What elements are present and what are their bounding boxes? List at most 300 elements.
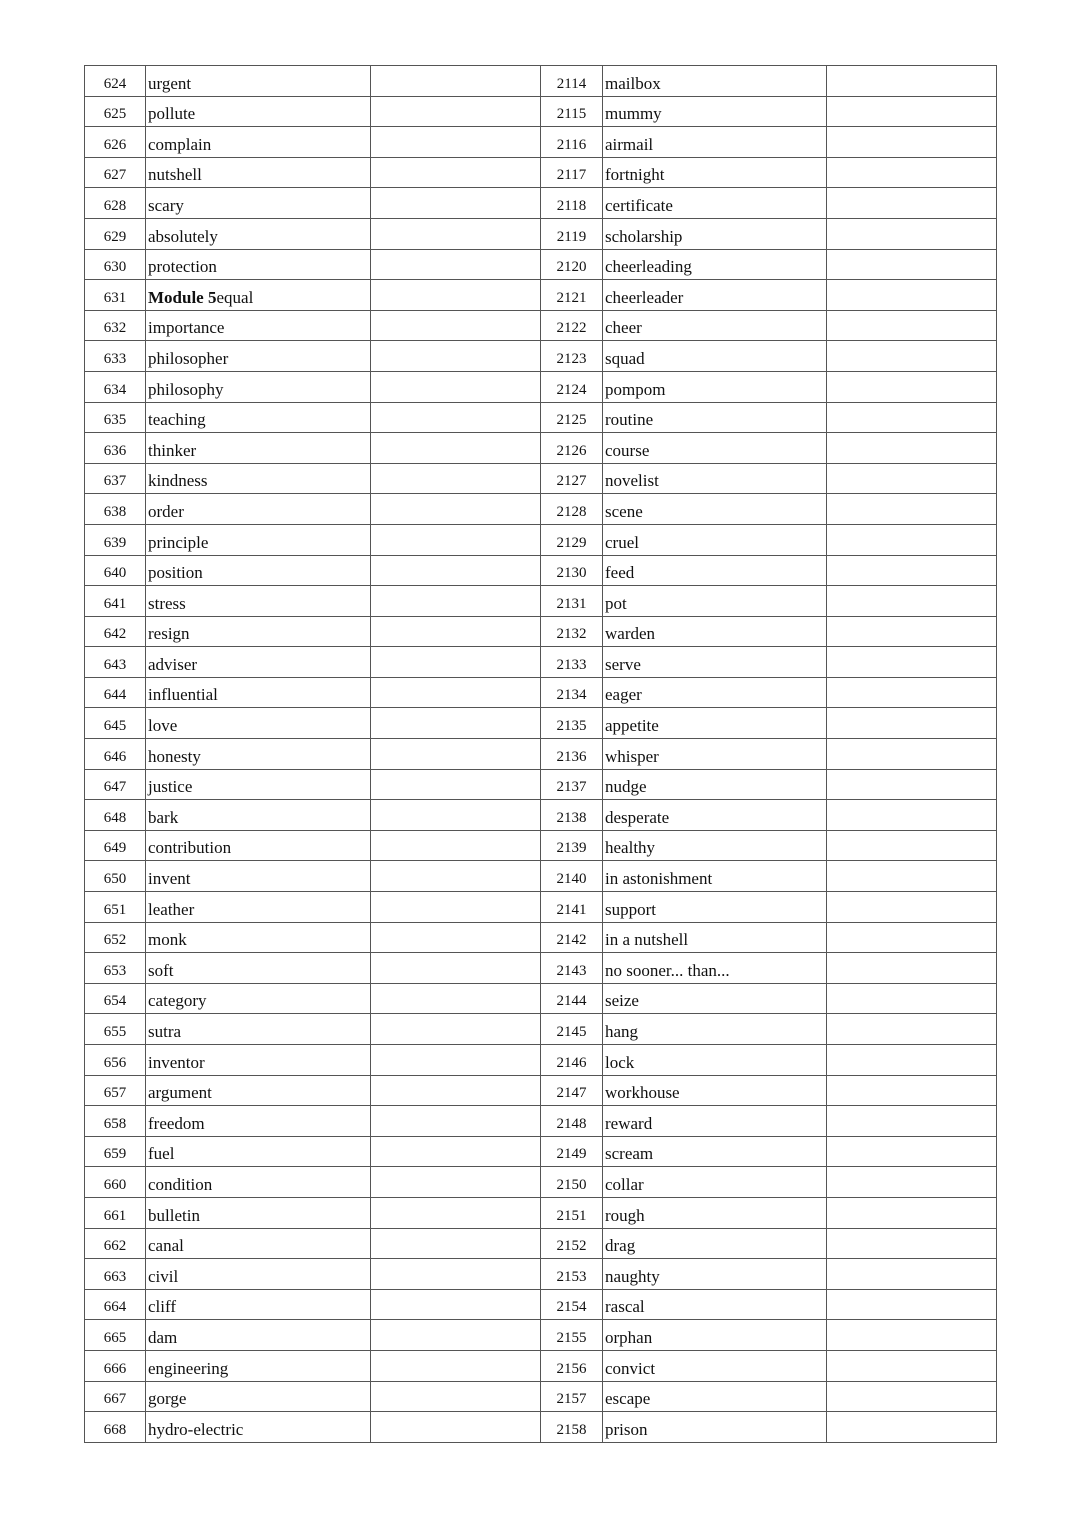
- right-entry-number: 2153: [541, 1259, 603, 1290]
- left-entry-number: 624: [85, 66, 146, 97]
- left-answer-cell: [371, 249, 541, 280]
- left-entry-number: 667: [85, 1381, 146, 1412]
- right-answer-cell: [827, 433, 997, 464]
- table-row: [85, 1320, 997, 1351]
- table-row: [85, 1045, 997, 1076]
- left-entry-word: importance: [146, 310, 371, 341]
- right-entry-word: scholarship: [603, 218, 827, 249]
- left-answer-cell: [371, 708, 541, 739]
- left-answer-cell: [371, 1045, 541, 1076]
- left-answer-cell: [371, 341, 541, 372]
- left-answer-cell: [371, 953, 541, 984]
- vocabulary-table-body: [85, 66, 997, 1443]
- left-answer-cell: [371, 127, 541, 158]
- left-entry-number: 659: [85, 1136, 146, 1167]
- table-row: [85, 800, 997, 831]
- left-entry-word: teaching: [146, 402, 371, 433]
- right-answer-cell: [827, 739, 997, 770]
- table-row: [85, 892, 997, 923]
- right-answer-cell: [827, 677, 997, 708]
- table-row: [85, 647, 997, 678]
- right-entry-number: 2149: [541, 1136, 603, 1167]
- right-entry-number: 2147: [541, 1075, 603, 1106]
- left-answer-cell: [371, 96, 541, 127]
- right-answer-cell: [827, 188, 997, 219]
- right-entry-number: 2131: [541, 586, 603, 617]
- right-answer-cell: [827, 402, 997, 433]
- left-entry-word: kindness: [146, 463, 371, 494]
- left-entry-number: 650: [85, 861, 146, 892]
- table-row: [85, 1259, 997, 1290]
- table-row: [85, 983, 997, 1014]
- left-answer-cell: [371, 157, 541, 188]
- right-entry-number: 2128: [541, 494, 603, 525]
- left-entry-number: 649: [85, 830, 146, 861]
- right-entry-number: 2141: [541, 892, 603, 923]
- right-entry-number: 2127: [541, 463, 603, 494]
- left-answer-cell: [371, 830, 541, 861]
- right-answer-cell: [827, 524, 997, 555]
- right-answer-cell: [827, 1228, 997, 1259]
- right-answer-cell: [827, 616, 997, 647]
- right-answer-cell: [827, 1106, 997, 1137]
- table-row: [85, 280, 997, 311]
- left-answer-cell: [371, 1136, 541, 1167]
- left-entry-word-text: equal: [216, 287, 254, 307]
- table-row: [85, 555, 997, 586]
- right-answer-cell: [827, 708, 997, 739]
- right-answer-cell: [827, 830, 997, 861]
- right-entry-word: cruel: [603, 524, 827, 555]
- table-row: [85, 830, 997, 861]
- right-entry-number: 2118: [541, 188, 603, 219]
- left-entry-number: 651: [85, 892, 146, 923]
- left-answer-cell: [371, 66, 541, 97]
- left-entry-number: 629: [85, 218, 146, 249]
- right-answer-cell: [827, 586, 997, 617]
- right-answer-cell: [827, 463, 997, 494]
- right-entry-number: 2158: [541, 1412, 603, 1443]
- left-entry-number: 663: [85, 1259, 146, 1290]
- right-entry-number: 2152: [541, 1228, 603, 1259]
- right-entry-number: 2145: [541, 1014, 603, 1045]
- right-answer-cell: [827, 922, 997, 953]
- table-row: [85, 1075, 997, 1106]
- table-row: [85, 1228, 997, 1259]
- left-entry-word: resign: [146, 616, 371, 647]
- left-entry-word: dam: [146, 1320, 371, 1351]
- left-entry-number: 627: [85, 157, 146, 188]
- left-entry-word: gorge: [146, 1381, 371, 1412]
- right-entry-word: course: [603, 433, 827, 464]
- table-row: [85, 739, 997, 770]
- left-entry-word: order: [146, 494, 371, 525]
- right-entry-word: scene: [603, 494, 827, 525]
- right-entry-word: cheerleader: [603, 280, 827, 311]
- left-entry-word: adviser: [146, 647, 371, 678]
- right-entry-number: 2124: [541, 371, 603, 402]
- right-entry-number: 2142: [541, 922, 603, 953]
- right-entry-word: orphan: [603, 1320, 827, 1351]
- left-entry-word: influential: [146, 677, 371, 708]
- right-entry-word: pot: [603, 586, 827, 617]
- left-entry-word: bulletin: [146, 1197, 371, 1228]
- table-row: [85, 341, 997, 372]
- left-answer-cell: [371, 1167, 541, 1198]
- right-entry-word: cheer: [603, 310, 827, 341]
- left-entry-word: nutshell: [146, 157, 371, 188]
- right-entry-word: mailbox: [603, 66, 827, 97]
- left-entry-word: inventor: [146, 1045, 371, 1076]
- right-entry-word: mummy: [603, 96, 827, 127]
- left-entry-number: 665: [85, 1320, 146, 1351]
- right-entry-word: scream: [603, 1136, 827, 1167]
- left-entry-number: 658: [85, 1106, 146, 1137]
- left-answer-cell: [371, 371, 541, 402]
- left-entry-word: philosophy: [146, 371, 371, 402]
- table-row: [85, 708, 997, 739]
- left-answer-cell: [371, 494, 541, 525]
- left-entry-word: [146, 280, 371, 311]
- left-answer-cell: [371, 616, 541, 647]
- left-entry-word: cliff: [146, 1289, 371, 1320]
- right-entry-word: rough: [603, 1197, 827, 1228]
- table-row: [85, 1136, 997, 1167]
- right-entry-word: seize: [603, 983, 827, 1014]
- left-answer-cell: [371, 769, 541, 800]
- left-entry-word: freedom: [146, 1106, 371, 1137]
- left-entry-number: 634: [85, 371, 146, 402]
- left-entry-word: condition: [146, 1167, 371, 1198]
- left-entry-number: 664: [85, 1289, 146, 1320]
- left-answer-cell: [371, 1320, 541, 1351]
- left-answer-cell: [371, 218, 541, 249]
- left-entry-number: 631: [85, 280, 146, 311]
- left-answer-cell: [371, 463, 541, 494]
- left-entry-word: thinker: [146, 433, 371, 464]
- right-entry-word: serve: [603, 647, 827, 678]
- left-answer-cell: [371, 402, 541, 433]
- right-answer-cell: [827, 127, 997, 158]
- right-entry-number: 2120: [541, 249, 603, 280]
- left-entry-number: 666: [85, 1350, 146, 1381]
- table-row: [85, 433, 997, 464]
- vocabulary-table: [84, 65, 997, 1443]
- left-entry-word: hydro-electric: [146, 1412, 371, 1443]
- left-entry-number: 657: [85, 1075, 146, 1106]
- table-row: [85, 586, 997, 617]
- left-entry-number: 644: [85, 677, 146, 708]
- left-entry-number: 668: [85, 1412, 146, 1443]
- left-answer-cell: [371, 524, 541, 555]
- left-answer-cell: [371, 1075, 541, 1106]
- right-entry-number: 2126: [541, 433, 603, 464]
- left-answer-cell: [371, 280, 541, 311]
- left-entry-number: 636: [85, 433, 146, 464]
- right-answer-cell: [827, 1289, 997, 1320]
- left-entry-number: 633: [85, 341, 146, 372]
- right-entry-word: pompom: [603, 371, 827, 402]
- table-row: [85, 66, 997, 97]
- right-entry-number: 2129: [541, 524, 603, 555]
- left-entry-word: monk: [146, 922, 371, 953]
- right-entry-number: 2139: [541, 830, 603, 861]
- left-entry-word: invent: [146, 861, 371, 892]
- right-entry-number: 2143: [541, 953, 603, 984]
- left-answer-cell: [371, 188, 541, 219]
- right-entry-word: whisper: [603, 739, 827, 770]
- left-entry-word: leather: [146, 892, 371, 923]
- right-answer-cell: [827, 341, 997, 372]
- left-entry-word: urgent: [146, 66, 371, 97]
- left-entry-number: 654: [85, 983, 146, 1014]
- right-entry-word: drag: [603, 1228, 827, 1259]
- left-answer-cell: [371, 433, 541, 464]
- left-entry-number: 660: [85, 1167, 146, 1198]
- right-entry-number: 2115: [541, 96, 603, 127]
- left-entry-word: honesty: [146, 739, 371, 770]
- left-answer-cell: [371, 555, 541, 586]
- table-row: [85, 188, 997, 219]
- right-entry-word: support: [603, 892, 827, 923]
- left-answer-cell: [371, 1412, 541, 1443]
- right-entry-number: 2119: [541, 218, 603, 249]
- table-row: [85, 616, 997, 647]
- right-answer-cell: [827, 769, 997, 800]
- left-entry-word: principle: [146, 524, 371, 555]
- right-entry-number: 2138: [541, 800, 603, 831]
- left-answer-cell: [371, 1106, 541, 1137]
- right-answer-cell: [827, 555, 997, 586]
- right-entry-word: fortnight: [603, 157, 827, 188]
- table-row: [85, 1289, 997, 1320]
- left-entry-word: position: [146, 555, 371, 586]
- left-entry-word: scary: [146, 188, 371, 219]
- right-answer-cell: [827, 953, 997, 984]
- left-entry-word: category: [146, 983, 371, 1014]
- left-entry-number: 661: [85, 1197, 146, 1228]
- module-heading: Module 5: [148, 287, 217, 307]
- table-row: [85, 463, 997, 494]
- table-row: [85, 402, 997, 433]
- left-answer-cell: [371, 739, 541, 770]
- left-entry-word: bark: [146, 800, 371, 831]
- right-entry-number: 2137: [541, 769, 603, 800]
- table-row: [85, 310, 997, 341]
- left-entry-number: 653: [85, 953, 146, 984]
- right-answer-cell: [827, 1381, 997, 1412]
- right-answer-cell: [827, 66, 997, 97]
- right-entry-number: 2144: [541, 983, 603, 1014]
- right-entry-number: 2121: [541, 280, 603, 311]
- table-row: [85, 1412, 997, 1443]
- left-entry-word: protection: [146, 249, 371, 280]
- right-entry-word: escape: [603, 1381, 827, 1412]
- right-answer-cell: [827, 892, 997, 923]
- table-row: [85, 1197, 997, 1228]
- table-row: [85, 1106, 997, 1137]
- table-row: [85, 249, 997, 280]
- right-entry-word: appetite: [603, 708, 827, 739]
- left-answer-cell: [371, 983, 541, 1014]
- right-entry-word: warden: [603, 616, 827, 647]
- right-answer-cell: [827, 1014, 997, 1045]
- right-entry-number: 2132: [541, 616, 603, 647]
- right-answer-cell: [827, 218, 997, 249]
- right-entry-number: 2114: [541, 66, 603, 97]
- right-entry-number: 2151: [541, 1197, 603, 1228]
- left-answer-cell: [371, 647, 541, 678]
- left-entry-word: philosopher: [146, 341, 371, 372]
- left-answer-cell: [371, 892, 541, 923]
- left-answer-cell: [371, 1259, 541, 1290]
- right-entry-word: novelist: [603, 463, 827, 494]
- table-row: [85, 524, 997, 555]
- right-answer-cell: [827, 96, 997, 127]
- left-answer-cell: [371, 677, 541, 708]
- right-entry-number: 2116: [541, 127, 603, 158]
- left-entry-number: 632: [85, 310, 146, 341]
- right-entry-word: hang: [603, 1014, 827, 1045]
- right-entry-word: collar: [603, 1167, 827, 1198]
- right-entry-word: in a nutshell: [603, 922, 827, 953]
- table-row: [85, 1350, 997, 1381]
- left-entry-number: 628: [85, 188, 146, 219]
- left-entry-number: 643: [85, 647, 146, 678]
- right-answer-cell: [827, 1412, 997, 1443]
- right-answer-cell: [827, 371, 997, 402]
- table-row: [85, 157, 997, 188]
- right-entry-word: lock: [603, 1045, 827, 1076]
- left-entry-number: 647: [85, 769, 146, 800]
- left-entry-number: 645: [85, 708, 146, 739]
- left-entry-word: love: [146, 708, 371, 739]
- left-answer-cell: [371, 861, 541, 892]
- table-row: [85, 922, 997, 953]
- right-entry-number: 2135: [541, 708, 603, 739]
- table-row: [85, 127, 997, 158]
- right-answer-cell: [827, 1136, 997, 1167]
- right-entry-word: feed: [603, 555, 827, 586]
- left-entry-number: 655: [85, 1014, 146, 1045]
- left-entry-word: canal: [146, 1228, 371, 1259]
- left-entry-number: 652: [85, 922, 146, 953]
- left-entry-word: stress: [146, 586, 371, 617]
- left-entry-number: 635: [85, 402, 146, 433]
- left-entry-word: sutra: [146, 1014, 371, 1045]
- right-answer-cell: [827, 1259, 997, 1290]
- right-answer-cell: [827, 1197, 997, 1228]
- right-entry-number: 2146: [541, 1045, 603, 1076]
- right-answer-cell: [827, 280, 997, 311]
- right-entry-word: prison: [603, 1412, 827, 1443]
- right-entry-number: 2123: [541, 341, 603, 372]
- right-entry-number: 2133: [541, 647, 603, 678]
- left-entry-number: 646: [85, 739, 146, 770]
- left-entry-word: argument: [146, 1075, 371, 1106]
- left-entry-number: 626: [85, 127, 146, 158]
- right-entry-number: 2122: [541, 310, 603, 341]
- right-answer-cell: [827, 647, 997, 678]
- right-entry-number: 2154: [541, 1289, 603, 1320]
- table-row: [85, 769, 997, 800]
- table-row: [85, 96, 997, 127]
- left-answer-cell: [371, 1289, 541, 1320]
- right-entry-word: desperate: [603, 800, 827, 831]
- right-answer-cell: [827, 800, 997, 831]
- right-entry-number: 2148: [541, 1106, 603, 1137]
- right-entry-number: 2156: [541, 1350, 603, 1381]
- left-entry-number: 648: [85, 800, 146, 831]
- left-entry-word: contribution: [146, 830, 371, 861]
- left-entry-word: justice: [146, 769, 371, 800]
- left-entry-word: engineering: [146, 1350, 371, 1381]
- table-row: [85, 494, 997, 525]
- right-entry-word: certificate: [603, 188, 827, 219]
- right-entry-number: 2117: [541, 157, 603, 188]
- right-entry-number: 2134: [541, 677, 603, 708]
- right-entry-number: 2125: [541, 402, 603, 433]
- right-answer-cell: [827, 1045, 997, 1076]
- left-entry-number: 638: [85, 494, 146, 525]
- right-entry-number: 2157: [541, 1381, 603, 1412]
- right-entry-word: squad: [603, 341, 827, 372]
- right-answer-cell: [827, 157, 997, 188]
- right-entry-number: 2130: [541, 555, 603, 586]
- left-entry-number: 630: [85, 249, 146, 280]
- left-entry-word: complain: [146, 127, 371, 158]
- right-entry-word: eager: [603, 677, 827, 708]
- left-entry-word: soft: [146, 953, 371, 984]
- right-entry-word: naughty: [603, 1259, 827, 1290]
- right-answer-cell: [827, 310, 997, 341]
- right-entry-word: no sooner... than...: [603, 953, 827, 984]
- right-entry-number: 2140: [541, 861, 603, 892]
- left-entry-number: 639: [85, 524, 146, 555]
- left-entry-word: civil: [146, 1259, 371, 1290]
- right-answer-cell: [827, 1167, 997, 1198]
- right-answer-cell: [827, 249, 997, 280]
- right-entry-word: rascal: [603, 1289, 827, 1320]
- left-entry-word: absolutely: [146, 218, 371, 249]
- left-answer-cell: [371, 1014, 541, 1045]
- right-entry-word: workhouse: [603, 1075, 827, 1106]
- right-entry-word: reward: [603, 1106, 827, 1137]
- table-row: [85, 1014, 997, 1045]
- right-entry-word: convict: [603, 1350, 827, 1381]
- left-answer-cell: [371, 586, 541, 617]
- left-entry-number: 641: [85, 586, 146, 617]
- left-entry-number: 637: [85, 463, 146, 494]
- table-row: [85, 371, 997, 402]
- left-entry-word: pollute: [146, 96, 371, 127]
- left-entry-number: 642: [85, 616, 146, 647]
- right-answer-cell: [827, 1075, 997, 1106]
- table-row: [85, 861, 997, 892]
- table-row: [85, 1381, 997, 1412]
- table-row: [85, 1167, 997, 1198]
- right-answer-cell: [827, 983, 997, 1014]
- right-entry-word: routine: [603, 402, 827, 433]
- right-answer-cell: [827, 1320, 997, 1351]
- right-entry-word: cheerleading: [603, 249, 827, 280]
- table-row: [85, 677, 997, 708]
- right-entry-word: airmail: [603, 127, 827, 158]
- left-answer-cell: [371, 1228, 541, 1259]
- right-answer-cell: [827, 861, 997, 892]
- left-answer-cell: [371, 800, 541, 831]
- right-entry-number: 2136: [541, 739, 603, 770]
